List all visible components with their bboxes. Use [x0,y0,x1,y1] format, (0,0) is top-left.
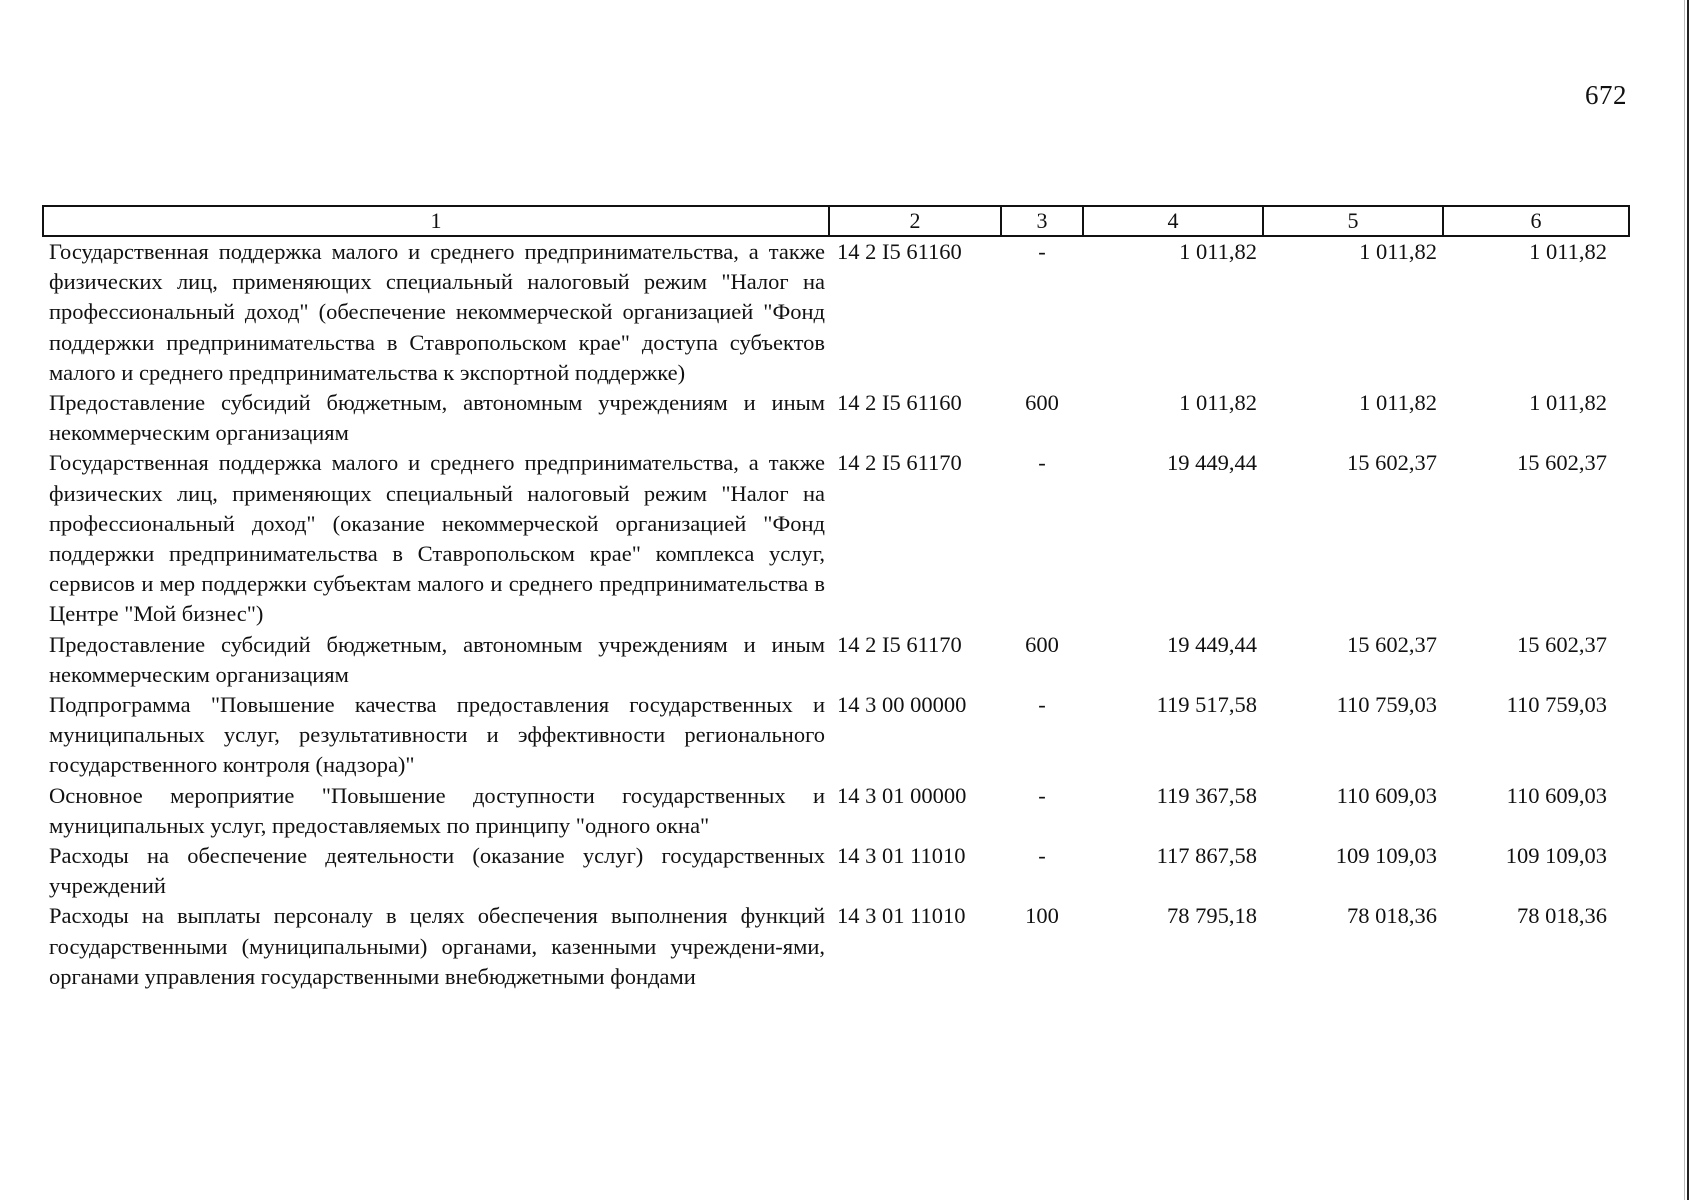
row-code: 14 2 I5 61160 [837,239,962,264]
scan-edge-shadow [1684,0,1685,1200]
table-row [43,781,1629,841]
row-value-6: 78 018,36 [1517,903,1607,929]
row-value-6: 1 011,82 [1529,390,1607,416]
header-col-6: 6 [1443,206,1629,236]
row-code: 14 2 I5 61160 [837,390,962,416]
table-row [43,630,1629,690]
row-value-5: 78 018,36 [1347,903,1437,929]
row-value-4: 19 449,44 [1167,450,1257,476]
header-row [43,206,1629,236]
table-row [43,901,1629,992]
row-type: - [1038,450,1046,476]
row-code: 14 3 01 11010 [837,903,966,929]
row-code: 14 3 00 00000 [837,692,967,718]
table-row [43,841,1629,901]
page-number: 672 [1585,80,1627,110]
row-code: 14 2 I5 61170 [837,631,962,657]
row-type: 100 [1025,903,1059,929]
table-header [43,206,1629,236]
row-value-5: 110 759,03 [1336,692,1437,718]
row-value-4: 1 011,82 [1179,239,1257,264]
row-value-6: 110 759,03 [1506,692,1607,718]
table-body [43,236,1629,992]
header-col-3: 3 [1001,206,1083,236]
row-value-5: 15 602,37 [1347,450,1437,476]
header-col-4: 4 [1083,206,1263,236]
table-row [43,236,1629,388]
row-value-5: 15 602,37 [1347,631,1437,657]
row-name: Государственная поддержка малого и среднего предпринимательства, а также физических лиц, применяющих специальный налоговый режим "Налог на профессиональный доход" (обеспечение некоммерческой организацией "Фонд поддержки предпринимательства в Ставропольском крае" доступа субъектов малого и среднего предпринимательства к экспортной поддержке) [49,239,825,385]
row-name: Государственная поддержка малого и среднего предпринимательства, а также физических лиц, применяющих специальный налоговый режим "Налог на профессиональный доход" (оказание некоммерческой организацией "Фонд поддержки предпринимательства в Ставропольском крае" комплекса услуг, сервисов и мер поддержки субъектам малого и среднего предпринимательства в Центре "Мой бизнес") [49,450,825,627]
row-type: - [1038,843,1046,869]
table-row [43,388,1629,448]
row-value-4: 119 517,58 [1156,692,1257,718]
row-value-6: 15 602,37 [1517,450,1607,476]
row-value-6: 109 109,03 [1505,843,1607,869]
row-code: 14 3 01 11010 [837,843,966,869]
row-value-5: 1 011,82 [1359,390,1437,416]
row-value-5: 109 109,03 [1335,843,1437,869]
row-value-5: 1 011,82 [1359,239,1437,264]
row-type: 600 [1025,390,1059,416]
row-code: 14 3 01 00000 [837,782,967,808]
row-value-6: 110 609,03 [1506,782,1607,808]
row-name: Основное мероприятие "Повышение доступности государственных и муниципальных услуг, предоставляемых по принципу "одного окна" [49,782,825,838]
row-type: - [1038,239,1046,264]
row-type: 600 [1025,631,1059,657]
row-value-6: 1 011,82 [1529,239,1607,264]
row-value-4: 117 867,58 [1156,843,1257,869]
header-col-1: 1 [43,206,829,236]
header-col-2: 2 [829,206,1001,236]
row-name: Расходы на выплаты персоналу в целях обеспечения выполнения функций государственными (муниципальными) органами, казенными учреждени-ями, органами управления государственными внебюджетными фондами [49,903,825,989]
budget-table [42,205,1630,992]
row-name: Предоставление субсидий бюджетным, автономным учреждениям и иным некоммерческим организациям [49,631,825,687]
row-name: Предоставление субсидий бюджетным, автономным учреждениям и иным некоммерческим организациям [49,390,825,446]
row-name: Расходы на обеспечение деятельности (оказание услуг) государственных учреждений [49,843,825,899]
row-type: - [1038,692,1046,718]
scan-edge-line [1687,0,1689,1200]
row-value-4: 119 367,58 [1156,782,1257,808]
row-value-4: 19 449,44 [1167,631,1257,657]
row-value-4: 1 011,82 [1179,390,1257,416]
row-type: - [1038,782,1046,808]
row-value-4: 78 795,18 [1167,903,1257,929]
table-row [43,448,1629,629]
row-value-5: 110 609,03 [1336,782,1437,808]
table-row [43,690,1629,781]
header-col-5: 5 [1263,206,1443,236]
row-name: Подпрограмма "Повышение качества предоставления государственных и муниципальных услуг, результативности и эффективности регионального государственного контроля (надзора)" [49,692,825,778]
row-code: 14 2 I5 61170 [837,450,962,476]
row-value-6: 15 602,37 [1517,631,1607,657]
